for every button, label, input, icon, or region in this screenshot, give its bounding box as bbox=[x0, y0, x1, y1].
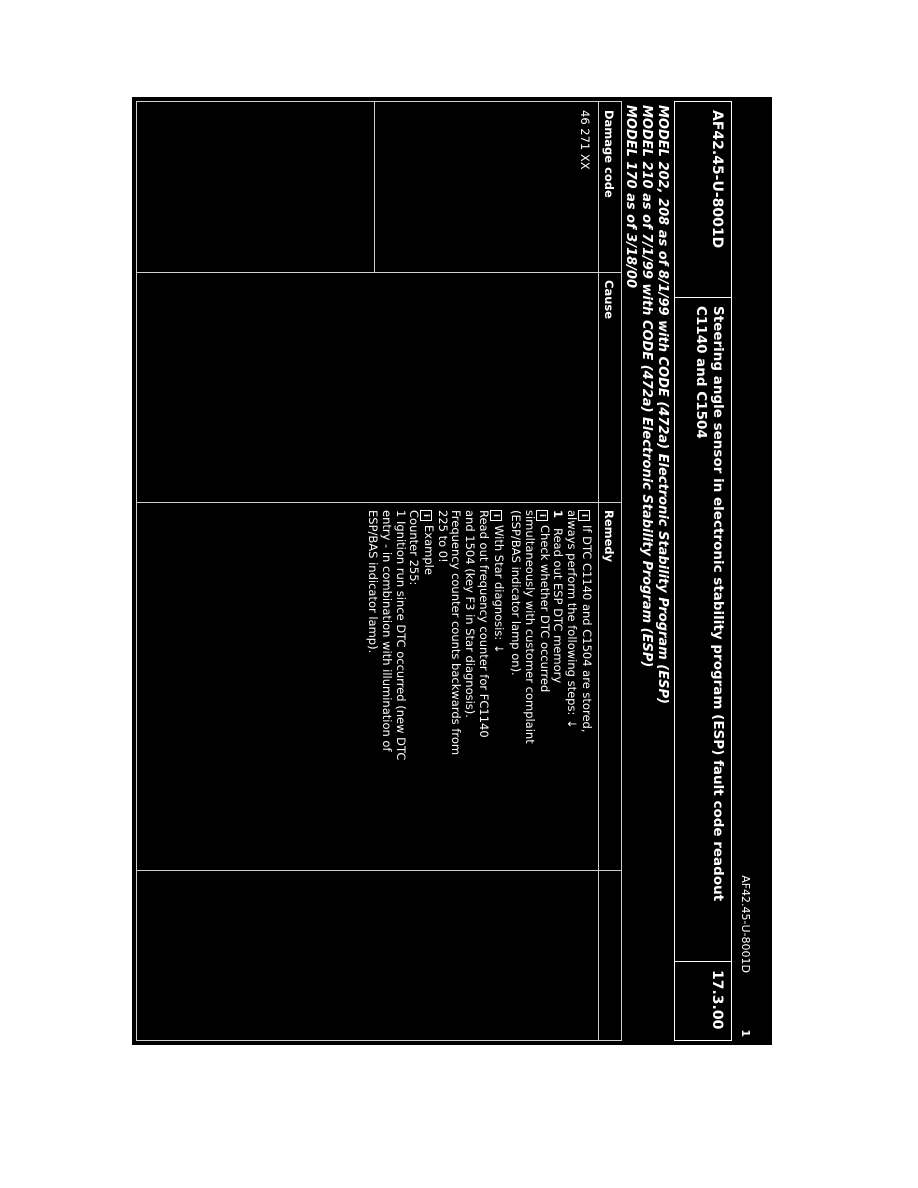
column-divider bbox=[137, 272, 621, 273]
step-number: 1 bbox=[551, 510, 566, 519]
header-table bbox=[674, 101, 732, 1041]
title-line-2: C1140 and C1504 bbox=[693, 306, 709, 439]
column-divider bbox=[137, 870, 621, 871]
model-line-1: MODEL 202, 208 as of 8/1/99 with CODE (472a) Electronic Stability Program (ESP) bbox=[655, 105, 670, 704]
note-2-line-2: simultaneously with customer complaint bbox=[522, 510, 537, 744]
para-line-3: Frequency counter counts backwards from bbox=[449, 510, 464, 756]
note-2-line-3: (ESP/BAS indicator lamp on). bbox=[509, 510, 524, 676]
column-divider bbox=[137, 502, 621, 503]
scanned-page bbox=[132, 97, 772, 1045]
note-3-text: With Star diagnosis: bbox=[491, 525, 506, 641]
title-line-1: Steering angle sensor in electronic stability program (ESP) fault code readout bbox=[710, 306, 726, 902]
note-3 bbox=[490, 510, 505, 862]
note-1-line-2-row bbox=[564, 510, 578, 862]
note-1-line-2: always perform the following steps: bbox=[565, 510, 579, 716]
note-1-line-1: If DTC C1140 and C1504 are stored, bbox=[580, 525, 594, 733]
example-line-4: ESP/BAS indicator lamp). bbox=[366, 510, 381, 654]
info-square-icon: i bbox=[536, 510, 548, 521]
para-line-2: and 1504 (key F3 in Star diagnosis). bbox=[463, 510, 478, 718]
info-square-icon: i bbox=[490, 510, 502, 521]
example-line-1: Counter 255: bbox=[407, 510, 422, 586]
document-id: AF42.45-U-8001D bbox=[675, 102, 731, 298]
remedy-header: Remedy bbox=[602, 510, 616, 563]
diagnosis-table bbox=[136, 101, 622, 1041]
example-heading bbox=[420, 510, 435, 862]
model-applicability bbox=[622, 105, 670, 1025]
cause-header: Cause bbox=[602, 280, 616, 320]
damage-code-value: 46 271 XX bbox=[578, 110, 592, 170]
down-arrow-icon: ↓ bbox=[491, 643, 506, 654]
rotated-sheet bbox=[132, 97, 772, 1045]
info-square-icon: i bbox=[420, 510, 432, 521]
para-line-1: Read out frequency counter for FC1140 bbox=[476, 510, 491, 738]
document-title bbox=[675, 298, 731, 962]
info-square-icon: i bbox=[578, 510, 590, 521]
page-reference: AF42.45-U-8001D bbox=[739, 875, 752, 973]
para-line-4: 225 to 0! bbox=[435, 510, 450, 563]
row-divider bbox=[374, 102, 375, 272]
step-1 bbox=[551, 510, 565, 862]
model-line-3: MODEL 170 as of 3/18/00 bbox=[623, 105, 638, 289]
example-line-2: 1 Ignition run since DTC occurred (new DTC bbox=[393, 510, 408, 761]
example-line-3: entry - in combination with illumination of bbox=[380, 510, 395, 752]
model-line-2: MODEL 210 as of 7/1/99 with CODE (472a) Electronic Stability Program (ESP) bbox=[639, 105, 654, 668]
document-date: 17.3.00 bbox=[709, 970, 725, 1030]
remedy-cell bbox=[366, 510, 593, 862]
note-2-line-1: Check whether DTC occurred bbox=[537, 525, 552, 693]
note-2 bbox=[536, 510, 551, 862]
page-number: 1 bbox=[739, 1029, 752, 1037]
header-row-divider bbox=[598, 102, 599, 1040]
damage-code-header: Damage code bbox=[602, 110, 616, 198]
example-label: Example bbox=[422, 525, 437, 575]
down-arrow-icon: ↓ bbox=[565, 719, 579, 729]
note-1 bbox=[578, 510, 593, 862]
step-1-text: Read out ESP DTC memory bbox=[551, 528, 566, 684]
